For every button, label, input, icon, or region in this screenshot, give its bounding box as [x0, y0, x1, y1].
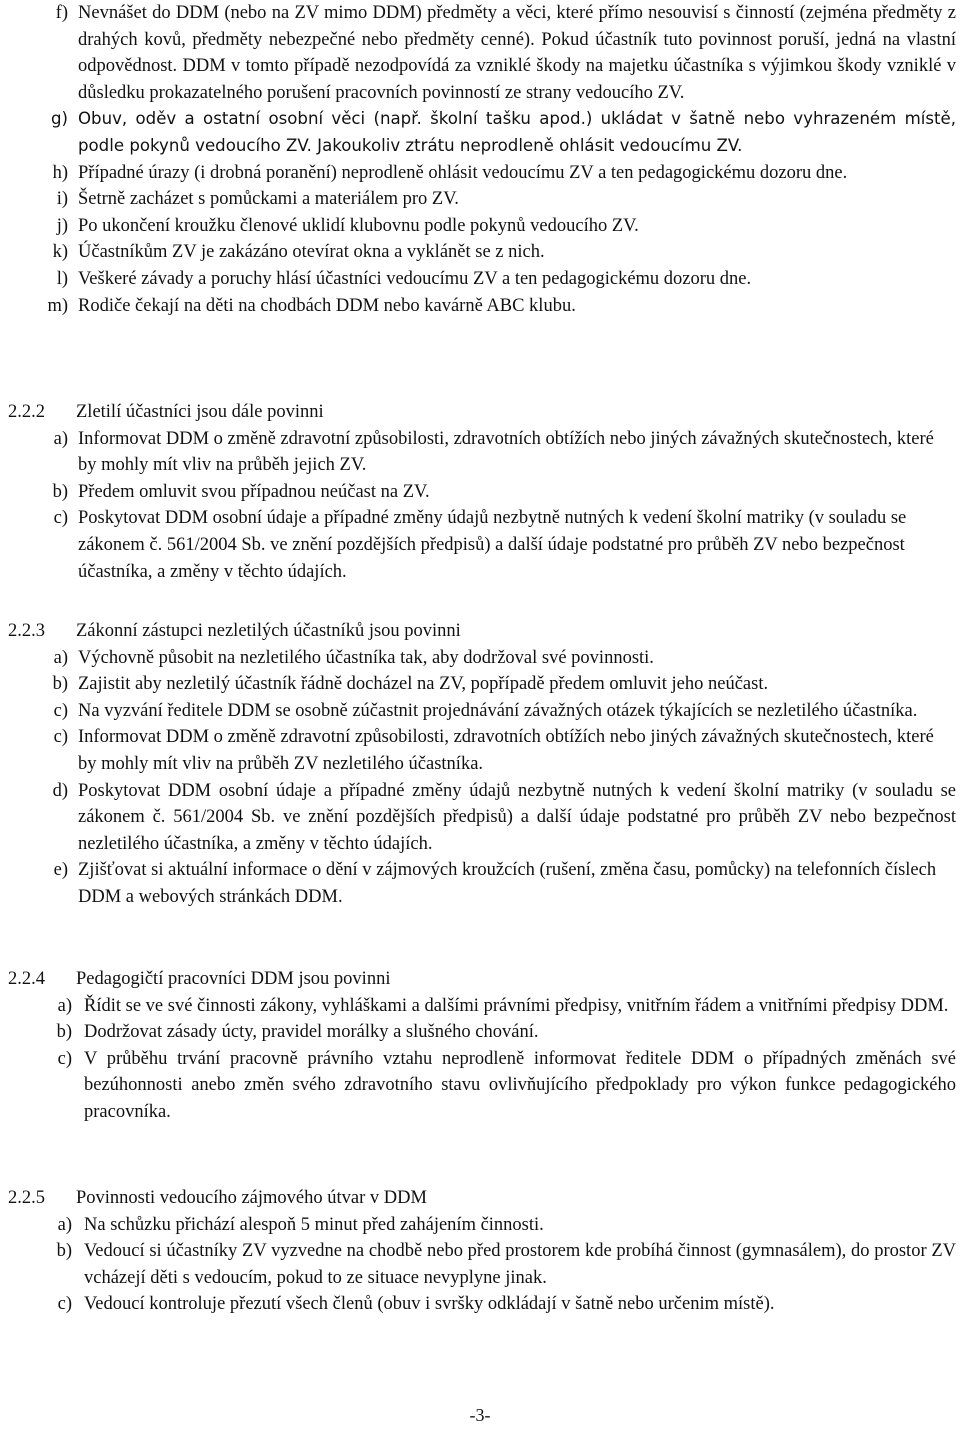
item-text: Vedoucí si účastníky ZV vyzvedne na chodbě nebo před prostorem kde probíhá činnost (gymnasálem), do prostor ZV vcházejí děti s vedoucím, pokud to ze situace nevyplyne jinak.: [84, 1241, 956, 1288]
item-text: Veškeré závady a poruchy hlásí účastníci vedoucímu ZV a ten pedagogickému dozoru dne.: [78, 268, 752, 289]
item-marker: f): [55, 3, 68, 23]
list-item: [8, 724, 956, 777]
item-text: V průběhu trvání pracovně právního vztahu neprodleně informovat ředitele DDM o případných změnách své bezúhonnosti anebo změn svého zdravotního stavu ovlivňujícího předpoklady pro výkon funkce pedagogického pracovníka.: [84, 1048, 956, 1122]
item-marker: k): [52, 242, 68, 263]
item-marker: a): [53, 428, 68, 449]
item-text: Výchovně působit na nezletilého účastníka tak, aby dodržoval své povinnosti.: [78, 647, 654, 668]
item-text: Dodržovat zásady úcty, pravidel morálky a slušného chování.: [84, 1022, 539, 1043]
rules-list-continued: [8, 0, 956, 319]
item-text: Účastníkům ZV je zakázáno otevírat okna a vyklánět se z nich.: [78, 242, 545, 263]
item-marker: h): [52, 162, 68, 183]
section-number: 2.2.4: [8, 969, 45, 989]
list-item: [8, 213, 956, 240]
item-text: Informovat DDM o změně zdravotní způsobilosti, zdravotních obtížích nebo jiných závažných skutečnostech, které by mohly mít vliv na průběh jejich ZV.: [78, 428, 934, 476]
section-heading: [8, 966, 956, 993]
list-item: [8, 479, 956, 506]
item-marker: c): [53, 700, 68, 721]
item-text: Na vyzvání ředitele DDM se osobně zúčastnit projednávání závažných otázek týkajících se nezletilého účastníka.: [78, 700, 918, 721]
section-2-2-4: [8, 966, 956, 1126]
item-text: Informovat DDM o změně zdravotní způsobilosti, zdravotních obtížích nebo jiných závažných skutečnostech, které by mohly mít vliv na průběh ZV nezletilého účastníka.: [78, 727, 934, 774]
item-marker: m): [47, 295, 68, 316]
item-text: Případné úrazy (i drobná poranění) neprodleně ohlásit vedoucímu ZV a ten pedagogickému dozoru dne.: [78, 162, 848, 183]
item-marker: c): [57, 1294, 72, 1315]
section-heading: [8, 1185, 956, 1212]
section-title: Zákonní zástupci nezletilých účastníků jsou povinni: [76, 621, 461, 641]
section-number: 2.2.2: [8, 402, 45, 422]
list-item: [8, 266, 956, 293]
list-item: [8, 698, 956, 725]
list-item: [8, 1046, 956, 1126]
item-text: Obuv, oděv a ostatní osobní věci (např. školní tašku apod.) ukládat v šatně nebo vyhrazeném místě, podle pokynů vedoucího ZV. Jakoukoliv ztrátu neprodleně ohlásit vedoucímu ZV.: [78, 109, 956, 155]
list-item: [8, 106, 956, 159]
item-marker: i): [56, 189, 68, 210]
item-text: Po ukončení kroužku členové uklidí klubovnu podle pokynů vedoucího ZV.: [78, 215, 639, 236]
item-marker: g): [50, 109, 68, 129]
item-marker: a): [57, 1214, 72, 1235]
list-item: [8, 671, 956, 698]
section-2-2-2: [8, 399, 956, 585]
item-text: Vedoucí kontroluje přezutí všech členů (obuv i svršky odkládají v šatně nebo určenim místě).: [84, 1294, 775, 1315]
list-item: [8, 505, 956, 585]
list-item: [8, 186, 956, 213]
item-marker: j): [56, 215, 68, 236]
list-item: [8, 426, 956, 479]
section-number: 2.2.3: [8, 621, 45, 641]
item-text: Nevnášet do DDM (nebo na ZV mimo DDM) předměty a věci, které přímo nesouvisí s činností (zejména předměty z drahých kovů, předměty nebezpečné nebo předměty cenné). Pokud účastník tuto povinnost poruší, jedná na vlastní odpovědnost. DDM v tomto případě nezodpovídá za vzniklé škody na majetku účastníka s výjimkou škody vzniklé v důsledku prokazatelného porušení pracovních povinností ze strany vedoucího ZV.: [78, 3, 956, 103]
item-marker: b): [52, 481, 68, 502]
list-item: [8, 160, 956, 187]
section-heading: [8, 399, 956, 426]
item-marker: e): [53, 860, 68, 881]
section-heading: [8, 618, 956, 645]
list-item: [8, 293, 956, 320]
list-item: [8, 778, 956, 858]
item-text: Rodiče čekají na děti na chodbách DDM nebo kavárně ABC klubu.: [78, 295, 576, 316]
item-marker: c): [53, 508, 68, 529]
item-marker: b): [56, 1241, 72, 1262]
item-marker: b): [52, 674, 68, 695]
item-marker: l): [56, 268, 68, 289]
list-item: [8, 1019, 956, 1046]
list-item: [8, 1212, 956, 1239]
page-number: -3-: [469, 1405, 491, 1425]
item-text: Zajistit aby nezletilý účastník řádně docházel na ZV, popřípadě předem omluvit jeho neúčast.: [78, 674, 769, 695]
section-2-2-3: [8, 618, 956, 911]
item-marker: c): [53, 727, 68, 748]
list-item: [8, 0, 956, 106]
list-item: [8, 239, 956, 266]
item-text: Šetrně zacházet s pomůckami a materiálem pro ZV.: [78, 189, 459, 210]
item-text: Předem omluvit svou případnou neúčast na ZV.: [78, 481, 430, 502]
section-number: 2.2.5: [8, 1188, 45, 1208]
list-item: [8, 993, 956, 1020]
section-2-2-5: [8, 1185, 956, 1318]
item-text: Poskytovat DDM osobní údaje a případné změny údajů nezbytně nutných k vedení školní matriky (v souladu se zákonem č. 561/2004 Sb. ve znění pozdějších předpisů) a další údaje podstatné pro průběh ZV nebo bezpečnost nezletilého účastníka, a změny v těchto údajích.: [78, 780, 956, 854]
section-title: Pedagogičtí pracovníci DDM jsou povinni: [76, 969, 391, 989]
section-title: Povinnosti vedoucího zájmového útvar v DDM: [76, 1188, 427, 1208]
item-marker: d): [52, 780, 68, 801]
item-text: Poskytovat DDM osobní údaje a případné změny údajů nezbytně nutných k vedení školní matriky (v souladu se zákonem č. 561/2004 Sb. ve znění pozdějších předpisů) a další údaje podstatné pro průběh ZV nebo bezpečnost účastníka, a změny v těchto údajích.: [78, 508, 907, 582]
item-marker: b): [56, 1022, 72, 1043]
list-item: [8, 645, 956, 672]
list-item: [8, 1291, 956, 1318]
section-title: Zletilí účastníci jsou dále povinni: [76, 402, 324, 422]
item-marker: c): [57, 1048, 72, 1069]
list-item: [8, 857, 956, 910]
item-marker: a): [53, 647, 68, 668]
item-text: Zjišťovat si aktuální informace o dění v zájmových kroužcích (rušení, změna času, pomůcky) na telefonních číslech DDM a webových stránkách DDM.: [78, 860, 937, 907]
item-marker: a): [57, 995, 72, 1016]
item-text: Na schůzku přichází alespoň 5 minut před zahájením činnosti.: [84, 1214, 544, 1235]
list-item: [8, 1238, 956, 1291]
item-text: Řídit se ve své činnosti zákony, vyhláškami a dalšími právními předpisy, vnitřním řádem a vnitřními předpisy DDM.: [84, 995, 949, 1016]
